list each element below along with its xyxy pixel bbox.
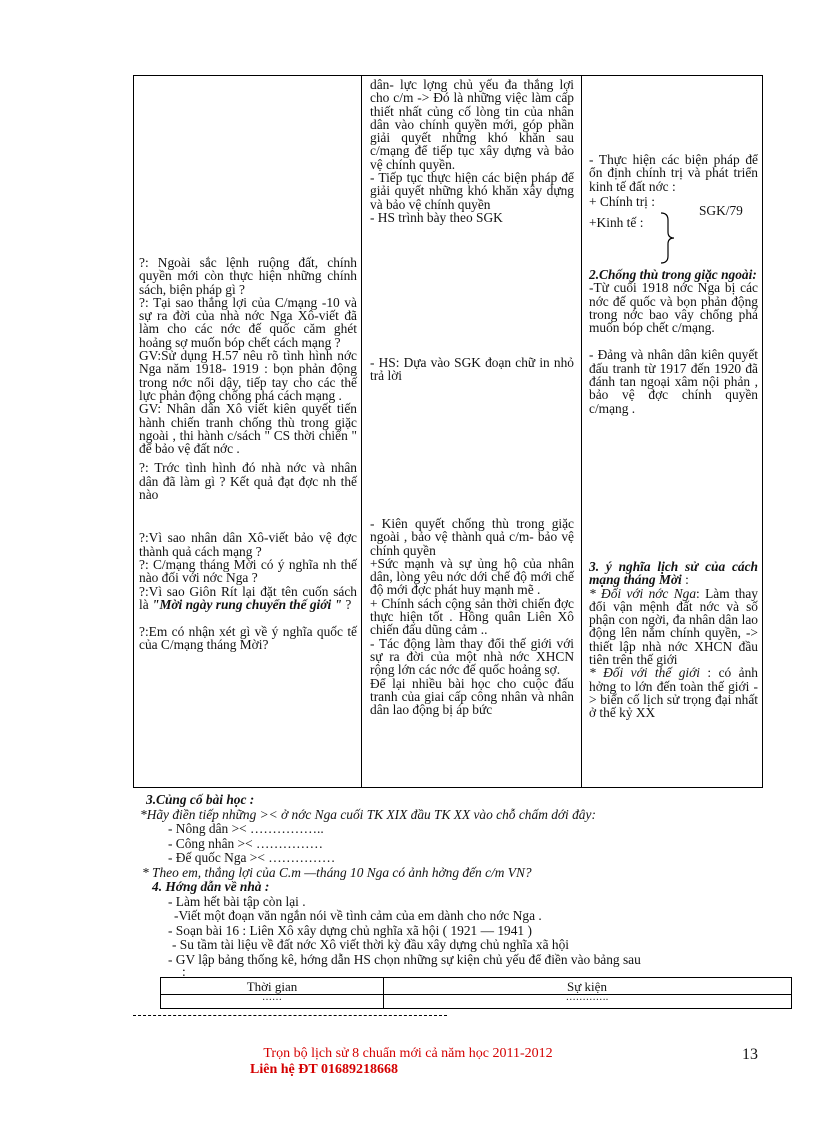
homework-section bbox=[152, 879, 641, 979]
content-column-mid bbox=[589, 268, 758, 415]
column-divider bbox=[361, 76, 362, 787]
content-text: * Đối với thế giới : có ảnh hởng to lớn đến toàn thế giới -> biến cố lịch sử trọng đại nhất ở thế kỷ XX bbox=[589, 665, 758, 721]
content-text: * Đối với nớc Nga: Làm thay đổi vận mệnh đất nớc và số phận con ngời, đa nhân dân lao động lên nắm chính quyền, -> thiết lập nhà nớc XHCN đầu tiên trên thế giới bbox=[589, 585, 759, 668]
answer-text: Để lại nhiều bài học cho cuộc đấu tranh của giai cấp công nhân và nhân dân lao động bị áp bức bbox=[370, 675, 574, 718]
homework-item: -Viết một đoạn văn ngắn nói về tình cảm của em dành cho nớc Nga . bbox=[174, 908, 542, 923]
event-table-blank: …………. bbox=[565, 992, 609, 1003]
content-text: +Kinh tế : bbox=[589, 215, 644, 231]
event-table-blank: …… bbox=[262, 992, 282, 1003]
teacher-note: GV: Nhân dân Xô viết kiên quyết tiến hành chiến tranh chống thù trong giặc ngoài , thi hành c/sách " CS thời chiến " để bảo vệ đất nớc . bbox=[139, 401, 357, 457]
section-heading: 2.Chống thù trong giặc ngoài: bbox=[589, 267, 757, 282]
page-number: 13 bbox=[742, 1046, 758, 1063]
answer-text: - Tiếp tục thực hiện các biện pháp để giải quyết những khó khăn xây dựng và bảo vệ chính quyền bbox=[370, 170, 574, 212]
teacher-note: GV:Sử dụng H.57 nêu rõ tình hình nớc Nga năm 1918- 1919 : bọn phản động trong nớc nổi dậy, tiếp tay cho các thế lực phản động chống phá cách mạng . bbox=[139, 348, 357, 403]
section-heading: 3. ý nghĩa lịch sử của cách mạng tháng Mời : bbox=[589, 559, 758, 588]
column-divider bbox=[581, 76, 582, 787]
homework-item: : bbox=[182, 964, 186, 979]
event-table-header-time: Thời gian bbox=[246, 979, 298, 994]
answer-text: - HS: Dựa vào SGK đoạn chữ in nhỏ trả lời bbox=[370, 355, 574, 384]
lesson-table bbox=[133, 75, 763, 788]
answer-text: - HS trình bày theo SGK bbox=[370, 209, 503, 225]
answer-text: dân- lực lợng chủ yếu đa thắng lợi cho c/m -> Đó là những việc làm cấp thiết nhất củng cố lòng tin của nhân dân vào chính quyền mới, góp phần giải quyết những khó khăn sau c/mạng để tiếp tục xây dựng và bảo vệ chính quyền. bbox=[370, 77, 574, 172]
review-section bbox=[140, 792, 596, 880]
event-table-header-event: Sự kiện bbox=[567, 979, 607, 994]
homework-item: - Làm hết bài tập còn lại . bbox=[168, 893, 306, 909]
answer-text: + Chính sách cộng sản thời chiến đợc thực hiện tốt . Hồng quân Liên Xô chiến đấu dũng cảm .. bbox=[370, 595, 574, 638]
content-column-bottom bbox=[589, 560, 758, 720]
question-text: ?:Vì sao Giôn Rít lại đặt tên cuốn sách là "Mời ngày rung chuyển thế giới " ? bbox=[139, 583, 357, 612]
answer-column-mid bbox=[370, 356, 574, 383]
exercise-line: - Nông dân >< …………….. bbox=[168, 821, 324, 836]
question-text: ?:Em có nhận xét gì về ý nghĩa quốc tế của C/mạng tháng Mời? bbox=[139, 624, 357, 653]
brace-icon bbox=[659, 212, 679, 264]
homework-item: - GV lập bảng thống kê, hớng dẫn HS chọn những sự kiện chủ yếu để điền vào bảng sau bbox=[168, 951, 641, 967]
event-table bbox=[160, 977, 792, 1009]
content-text: -Từ cuối 1918 nớc Nga bị các nớc đế quốc và bọn phản động trong nớc bao vây chống phá muốn bóp chết c/mạng. bbox=[589, 280, 758, 336]
answer-text: - Kiên quyết chống thù trong giặc ngoài , bảo vệ thành quả c/m- bảo vệ chính quyền bbox=[370, 516, 574, 558]
question-text: ?: Trớc tình hình đó nhà nớc và nhân dân đã làm gì ? Kết quả đạt đợc nh thế nào bbox=[139, 460, 357, 503]
exercise-prompt: * Theo em, thắng lợi của C.m —tháng 10 Nga có ảnh hởng đến c/m VN? bbox=[142, 864, 532, 880]
exercise-line: - Công nhân >< …………… bbox=[168, 835, 323, 851]
separator-line bbox=[133, 1015, 447, 1016]
question-text: ?: Tại sao thắng lợi của C/mạng -10 và sự ra đời của nhà nớc Nga Xô-viết đã làm cho các nớc đế quốc căm ghét hoảng sợ muốn bóp chết cách mạng ? bbox=[139, 294, 357, 350]
section-heading: 3.Củng cố bài học : bbox=[146, 792, 255, 807]
content-text: - Đảng và nhân dân kiên quyết đấu tranh từ 1917 đến 1920 đã đánh tan ngoại xâm nội phản , bảo vệ đợc chính quyền c/mạng . bbox=[589, 347, 758, 416]
answer-text: - Tác động làm thay đổi thế giới với sự ra đời của một nhà nớc XHCN rộng lớn các nớc đế quốc hoảng sợ. bbox=[370, 635, 574, 678]
footer-contact: Liên hệ ĐT 01689218668 bbox=[250, 1062, 398, 1077]
content-text: + Chính trị :SGK/79 bbox=[589, 193, 743, 218]
homework-item: - Su tầm tài liệu về đất nớc Xô viết thời kỳ đầu xây dựng chủ nghĩa xã hội bbox=[172, 937, 570, 952]
question-text: ?: C/mạng tháng Mời có ý nghĩa nh thế nào đối với nớc Nga ? bbox=[139, 556, 357, 586]
exercise-prompt: *Hãy điền tiếp những >< ở nớc Nga cuối TK XIX đầu TK XX vào chỗ chấm dới đây: bbox=[140, 806, 596, 822]
answer-text: +Sức mạnh và sự ủng hộ của nhân dân, lòng yêu nớc dới chế độ mới chế độ mới đợc phát huy mạnh mẽ . bbox=[370, 555, 574, 598]
content-text: - Thực hiện các biện pháp để ổn định chính trị và phát triển kinh tế đất nớc : bbox=[589, 152, 758, 194]
section-heading: 4. Hớng dẫn về nhà : bbox=[152, 879, 270, 894]
homework-item: - Soạn bài 16 : Liên Xô xây dựng chủ nghĩa xã hội ( 1921 — 1941 ) bbox=[168, 922, 532, 938]
question-text: ?: Ngoài sắc lệnh ruộng đất, chính quyền mới còn thực hiện những chính sách, biện pháp gì ? bbox=[139, 255, 357, 297]
answer-column-bottom bbox=[370, 517, 574, 716]
question-column bbox=[139, 256, 357, 652]
exercise-line: - Đế quốc Nga >< …………… bbox=[168, 850, 336, 865]
answer-column-top bbox=[370, 78, 574, 224]
question-text: ?:Vì sao nhân dân Xô-viết bảo vệ đợc thành quả cách mạng ? bbox=[139, 530, 357, 559]
footer-line: Trọn bộ lịch sử 8 chuẩn mới cả năm học 2011-2012 bbox=[263, 1046, 553, 1061]
